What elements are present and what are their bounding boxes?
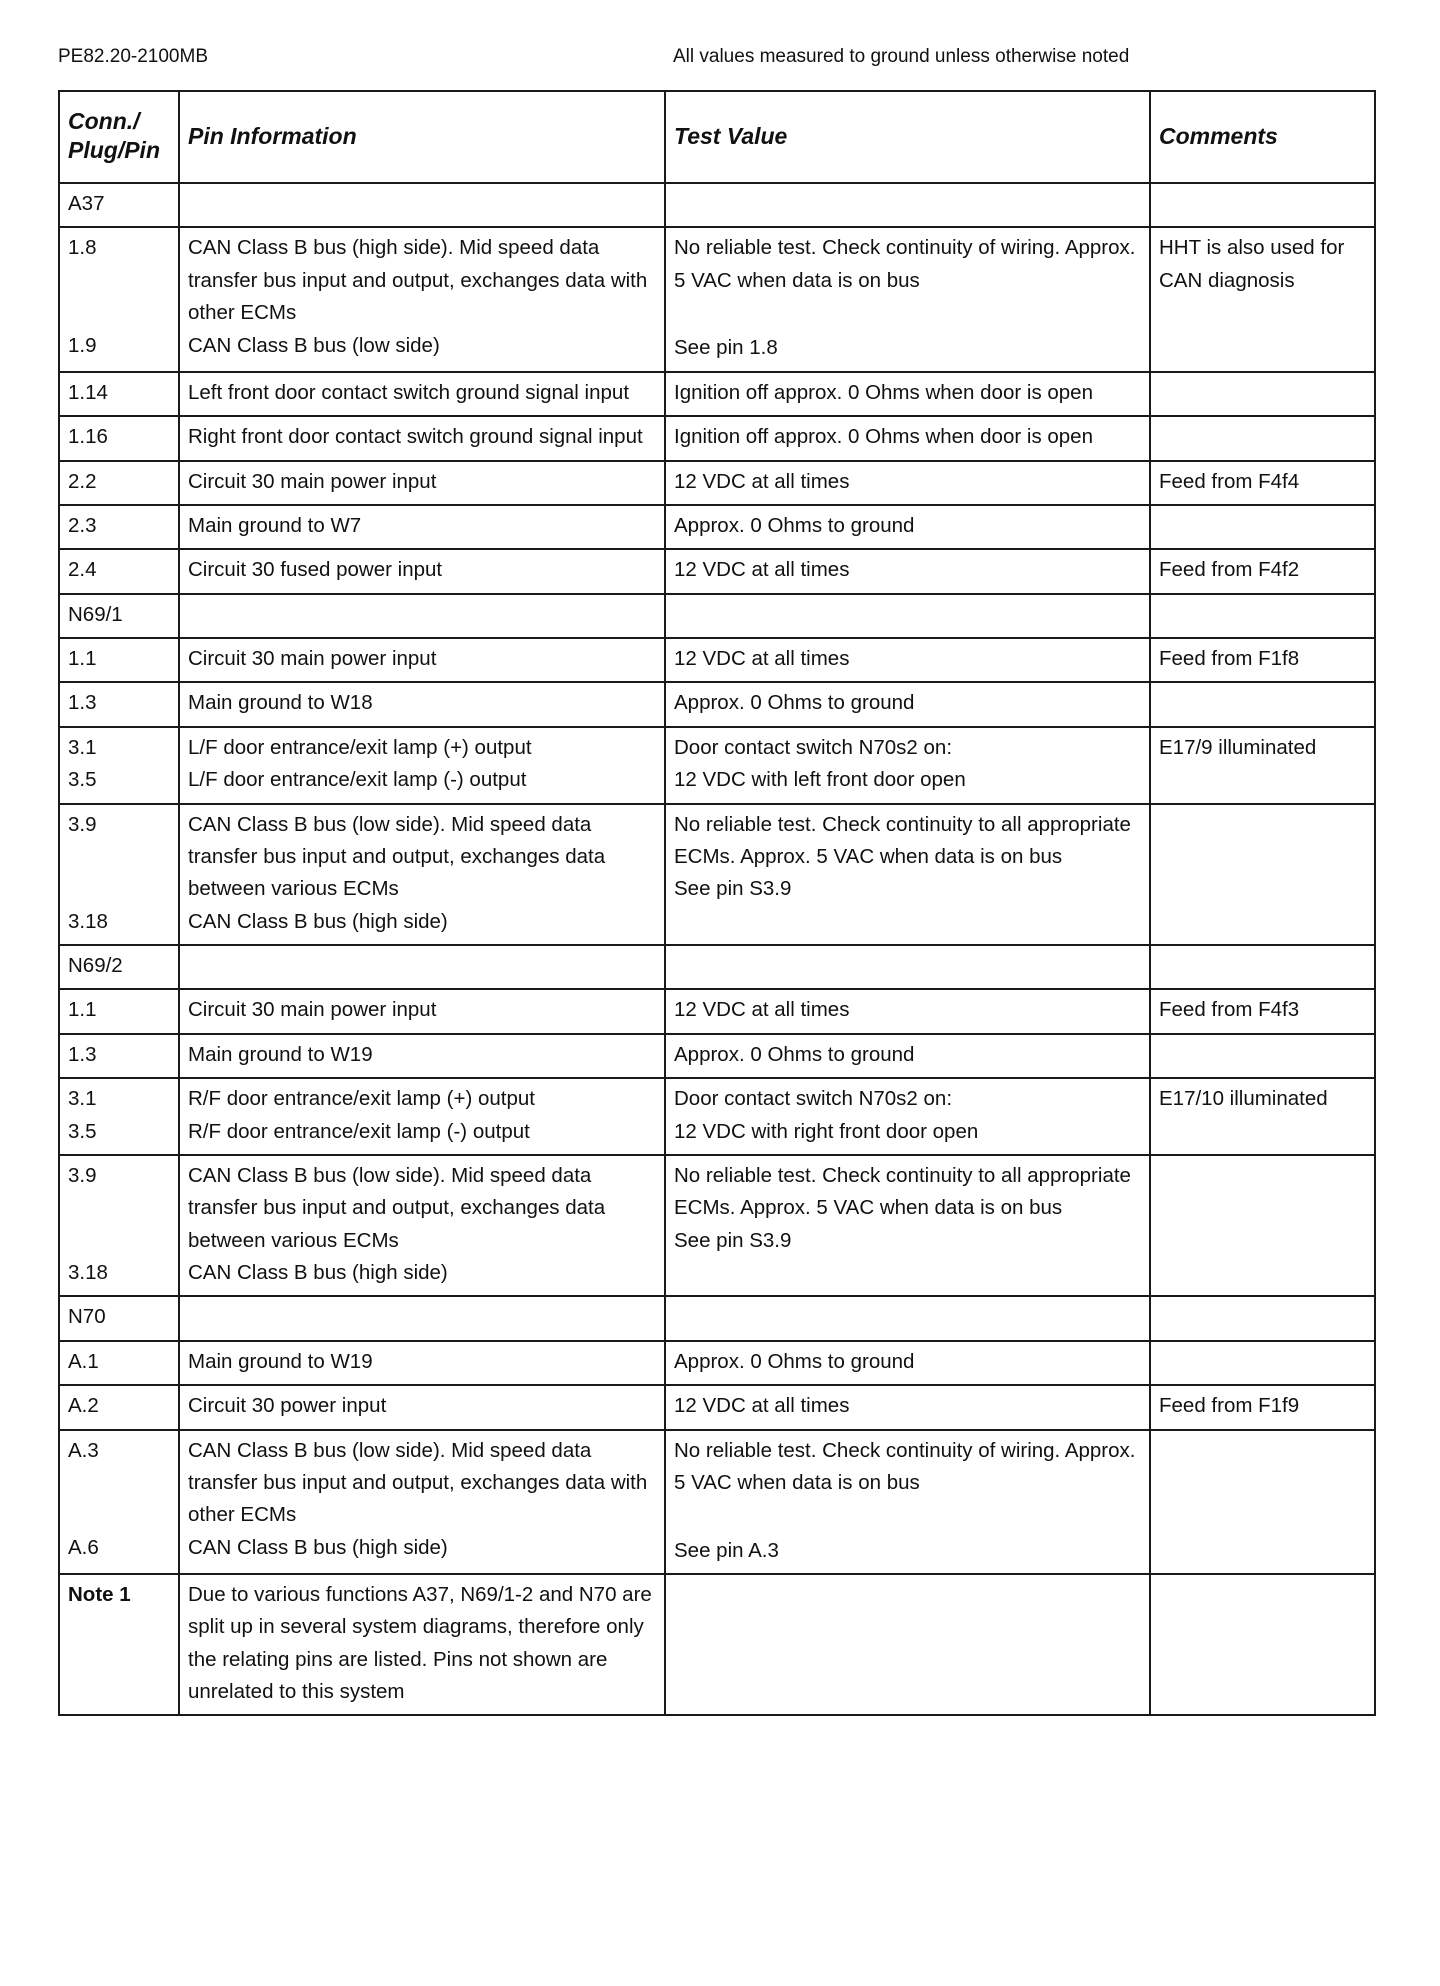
pin-info-cell: Circuit 30 main power input — [179, 638, 665, 682]
test-value-cell: 12 VDC at all times — [665, 461, 1150, 505]
pin-cell: 3.9 3.18 — [59, 804, 179, 946]
pin-cell: 3.1 3.5 — [59, 1078, 179, 1155]
table-row — [59, 416, 1375, 460]
comment-cell: Feed from F4f2 — [1150, 549, 1375, 593]
comment-cell: E17/9 illuminated — [1150, 727, 1375, 804]
document-id: PE82.20-2100MB — [58, 46, 208, 67]
pin-info-cell: Circuit 30 power input — [179, 1385, 665, 1429]
pin-assignment-table — [58, 90, 1376, 1716]
comment-cell: Feed from F4f3 — [1150, 989, 1375, 1033]
connector-label: N69/1 — [59, 594, 179, 638]
pin-cell: 2.2 — [59, 461, 179, 505]
table-row — [59, 1034, 1375, 1078]
comment-cell — [1150, 1034, 1375, 1078]
test-value-cell: No reliable test. Check continuity to all appropriate ECMs. Approx. 5 VAC when data is on bus See pin S3.9 — [665, 804, 1150, 946]
comment-cell — [1150, 372, 1375, 416]
pin-info-cell: CAN Class B bus (high side). Mid speed data transfer bus input and output, exchanges data with other ECMs CAN Class B bus (low side) — [179, 227, 665, 371]
connector-row-n69-2 — [59, 945, 1375, 989]
connector-row-n70 — [59, 1296, 1375, 1340]
pin-info-cell: L/F door entrance/exit lamp (+) output L/F door entrance/exit lamp (-) output — [179, 727, 665, 804]
test-value-cell: Approx. 0 Ohms to ground — [665, 1341, 1150, 1385]
column-header-pin: Conn./ Plug/Pin — [59, 91, 179, 183]
table-row — [59, 638, 1375, 682]
pin-info-cell: Circuit 30 fused power input — [179, 549, 665, 593]
test-value-cell: 12 VDC at all times — [665, 989, 1150, 1033]
connector-row-n69-1 — [59, 594, 1375, 638]
pin-cell: 2.3 — [59, 505, 179, 549]
table-row — [59, 1385, 1375, 1429]
measurement-note: All values measured to ground unless otherwise noted — [673, 46, 1130, 67]
table-row — [59, 1341, 1375, 1385]
table-row — [59, 727, 1375, 804]
connector-label: A37 — [59, 183, 179, 227]
pin-cell: 3.1 3.5 — [59, 727, 179, 804]
pin-cell: A.1 — [59, 1341, 179, 1385]
test-value-cell: No reliable test. Check continuity to all appropriate ECMs. Approx. 5 VAC when data is on bus See pin S3.9 — [665, 1155, 1150, 1297]
test-value-cell: 12 VDC at all times — [665, 1385, 1150, 1429]
pin-info-cell: CAN Class B bus (low side). Mid speed data transfer bus input and output, exchanges data between various ECMs CAN Class B bus (high side) — [179, 804, 665, 946]
comment-cell — [1150, 416, 1375, 460]
note-row — [59, 1574, 1375, 1716]
note-text: Due to various functions A37, N69/1-2 and N70 are split up in several system diagrams, therefore only the relating pins are listed. Pins not shown are unrelated to this system — [179, 1574, 665, 1716]
pin-cell: 2.4 — [59, 549, 179, 593]
table-row — [59, 372, 1375, 416]
comment-cell: Feed from F1f9 — [1150, 1385, 1375, 1429]
connector-label: N69/2 — [59, 945, 179, 989]
comment-cell — [1150, 505, 1375, 549]
test-value-cell: 12 VDC at all times — [665, 638, 1150, 682]
comment-cell: Feed from F1f8 — [1150, 638, 1375, 682]
table-row — [59, 1430, 1375, 1574]
pin-info-cell: R/F door entrance/exit lamp (+) output R/F door entrance/exit lamp (-) output — [179, 1078, 665, 1155]
test-value-cell: No reliable test. Check continuity of wiring. Approx. 5 VAC when data is on bus See pin A.3 — [665, 1430, 1150, 1574]
pin-cell: 3.9 3.18 — [59, 1155, 179, 1297]
test-value-cell: 12 VDC at all times — [665, 549, 1150, 593]
test-value-cell: Approx. 0 Ohms to ground — [665, 1034, 1150, 1078]
comment-cell: E17/10 illuminated — [1150, 1078, 1375, 1155]
table-row — [59, 804, 1375, 946]
test-value-cell: Approx. 0 Ohms to ground — [665, 682, 1150, 726]
comment-cell: HHT is also used for CAN diagnosis — [1150, 227, 1375, 371]
comment-cell — [1150, 804, 1375, 946]
comment-cell — [1150, 1430, 1375, 1574]
pin-info-cell: Main ground to W19 — [179, 1034, 665, 1078]
pin-info-cell: Main ground to W18 — [179, 682, 665, 726]
table-header-row — [59, 91, 1375, 183]
comment-cell — [1150, 1155, 1375, 1297]
table-row — [59, 461, 1375, 505]
column-header-comments: Comments — [1150, 91, 1375, 183]
pin-info-cell: CAN Class B bus (low side). Mid speed data transfer bus input and output, exchanges data between various ECMs CAN Class B bus (high side) — [179, 1155, 665, 1297]
table-row — [59, 682, 1375, 726]
pin-cell: 1.3 — [59, 682, 179, 726]
pin-info-cell: CAN Class B bus (low side). Mid speed data transfer bus input and output, exchanges data with other ECMs CAN Class B bus (high side) — [179, 1430, 665, 1574]
table-row — [59, 505, 1375, 549]
test-value-cell: Door contact switch N70s2 on: 12 VDC with left front door open — [665, 727, 1150, 804]
comment-cell — [1150, 682, 1375, 726]
test-value-cell: Door contact switch N70s2 on: 12 VDC with right front door open — [665, 1078, 1150, 1155]
table-row — [59, 1078, 1375, 1155]
pin-cell: 1.1 — [59, 638, 179, 682]
pin-info-cell: Circuit 30 main power input — [179, 989, 665, 1033]
pin-cell: 1.16 — [59, 416, 179, 460]
table-row — [59, 989, 1375, 1033]
pin-cell: 1.8 1.9 — [59, 227, 179, 371]
table-row — [59, 1155, 1375, 1297]
pin-info-cell: Main ground to W19 — [179, 1341, 665, 1385]
pin-cell: 1.3 — [59, 1034, 179, 1078]
comment-cell: Feed from F4f4 — [1150, 461, 1375, 505]
connector-label: N70 — [59, 1296, 179, 1340]
test-value-cell: Approx. 0 Ohms to ground — [665, 505, 1150, 549]
pin-cell: 1.14 — [59, 372, 179, 416]
comment-cell — [1150, 1341, 1375, 1385]
pin-info-cell: Circuit 30 main power input — [179, 461, 665, 505]
connector-row-a37 — [59, 183, 1375, 227]
page-header — [58, 46, 1382, 76]
test-value-cell: Ignition off approx. 0 Ohms when door is open — [665, 416, 1150, 460]
pin-info-cell: Left front door contact switch ground signal input — [179, 372, 665, 416]
pin-cell: 1.1 — [59, 989, 179, 1033]
column-header-test-value: Test Value — [665, 91, 1150, 183]
test-value-cell: Ignition off approx. 0 Ohms when door is open — [665, 372, 1150, 416]
table-row — [59, 549, 1375, 593]
column-header-pin-information: Pin Information — [179, 91, 665, 183]
pin-info-cell: Right front door contact switch ground signal input — [179, 416, 665, 460]
pin-info-cell: Main ground to W7 — [179, 505, 665, 549]
test-value-cell: No reliable test. Check continuity of wiring. Approx. 5 VAC when data is on bus See pin 1.8 — [665, 227, 1150, 371]
table-row — [59, 227, 1375, 371]
pin-cell: A.3 A.6 — [59, 1430, 179, 1574]
pin-cell: A.2 — [59, 1385, 179, 1429]
note-label: Note 1 — [59, 1574, 179, 1716]
